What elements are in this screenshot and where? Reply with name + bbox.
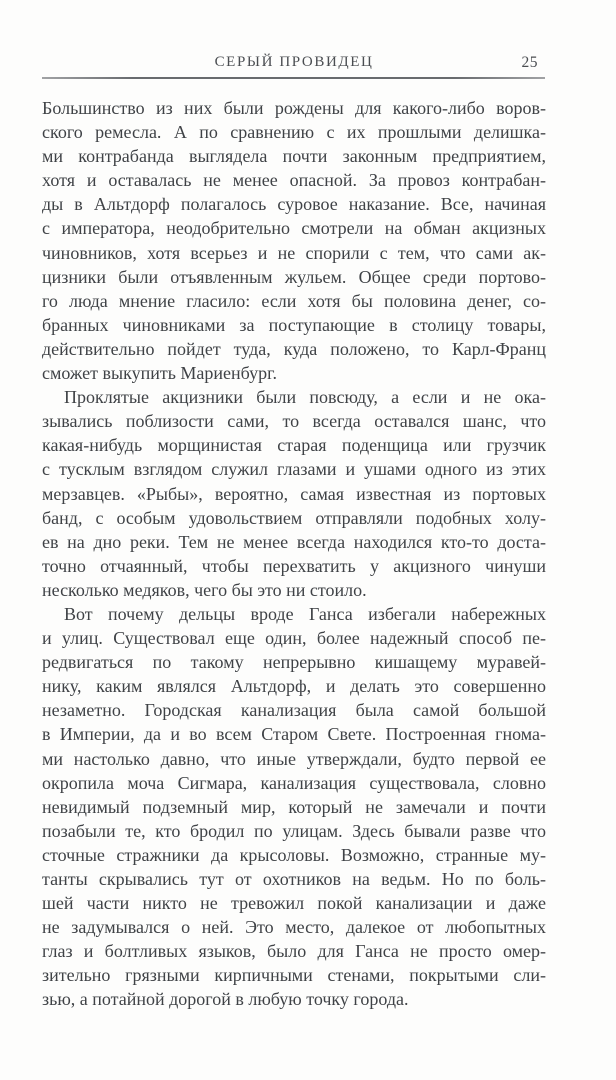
header-rule — [42, 77, 545, 79]
text-line: зывались поблизости сами, то всегда оставался шанс, что — [42, 411, 546, 432]
text-line: мерзавцев. «Рыбы», вероятно, самая известная из портовых — [42, 483, 546, 504]
text-line: банд, с особым удовольствием отправляли подобных холу- — [42, 507, 546, 528]
paragraph — [42, 96, 546, 385]
text-line: и улиц. Существовал еще один, более надежный способ пе- — [42, 628, 546, 649]
text-line: в Империи, да и во всем Старом Свете. Построенная гнома- — [42, 724, 546, 745]
text-line: зительно грязными кирпичными стенами, покрытыми сли- — [42, 965, 546, 986]
text-line: редвигаться по такому непрерывно кишащему муравей- — [42, 652, 546, 673]
text-line: глаз и болтливых языков, было для Ганса не просто омер- — [42, 941, 546, 962]
text-line: Вот почему дельцы вроде Ганса избегали набережных — [64, 603, 546, 624]
running-head — [42, 54, 546, 74]
paragraph — [42, 602, 546, 1012]
text-line: какая-нибудь морщинистая старая поденщица или грузчик — [42, 435, 546, 456]
text-line: несколько медяков, чего бы это ни стоило. — [42, 579, 367, 600]
text-line: чиновников, хотя всерьез и не спорили с тем, что сами ак- — [42, 242, 546, 263]
text-line: шей части никто не тревожил покой канализации и даже — [42, 893, 546, 914]
text-line: танты скрывались тут от охотников на ведьм. Но по боль- — [42, 869, 546, 889]
text-line: ского ремесла. А по сравнению с их прошлыми делишка- — [42, 122, 546, 143]
text-line: ми контрабанда выглядела почти законным предприятием, — [42, 146, 546, 167]
running-header-title: СЕРЫЙ ПРОВИДЕЦ — [214, 54, 374, 70]
page-number: 25 — [521, 54, 538, 71]
text-line: ев на дно реки. Тем не менее всегда находился кто-то доста- — [42, 531, 546, 552]
text-line: с императора, неодобрительно смотрели на обман акцизных — [42, 218, 546, 239]
text-line: нику, каким являлся Альтдорф, и делать это совершенно — [42, 676, 546, 697]
text-line: действительно пойдет туда, куда положено, то Карл-Франц — [42, 338, 546, 359]
text-line: ми настолько давно, что иные утверждали, будто первой ее — [42, 748, 546, 769]
text-line: окропила моча Сигмара, канализация существовала, словно — [42, 772, 546, 793]
paragraph — [42, 385, 546, 602]
text-line: цизники были отъявленным жульем. Общее среди портово- — [42, 266, 546, 287]
text-line: не задумывался о ней. Это место, далекое от любопытных — [42, 917, 546, 938]
text-line: незаметно. Городская канализация была самой большой — [42, 700, 546, 721]
text-line: невидимый подземный мир, который не замечали и почти — [42, 796, 546, 817]
text-line: хотя и оставалась не менее опасной. За провоз контрабан- — [42, 170, 546, 191]
text-line: Проклятые акцизники были повсюду, а если и не ока- — [64, 387, 546, 408]
text-line: точно отчаянный, чтобы перехватить у акцизного чинуши — [42, 555, 546, 576]
text-line: ды в Альтдорф полагалось суровое наказание. Все, начиная — [42, 194, 546, 215]
text-line: с тусклым взглядом служил глазами и ушами одного из этих — [42, 459, 546, 480]
text-line: сточные стражники да крысоловы. Возможно, странные му- — [42, 844, 546, 865]
text-line: Большинство из них были рождены для какого-либо воров- — [42, 98, 546, 118]
text-line: бранных чиновниками за поступающие в столицу товары, — [42, 314, 546, 335]
text-line: го люда мнение гласило: если хотя бы половина денег, со- — [42, 290, 546, 311]
text-line: позабыли те, кто бродил по улицам. Здесь бывали разве что — [42, 820, 546, 841]
text-line: зью, а потайной дорогой в любую точку города. — [42, 989, 409, 1010]
text-line: сможет выкупить Мариенбург. — [42, 363, 277, 384]
page-body-text — [42, 96, 546, 1012]
